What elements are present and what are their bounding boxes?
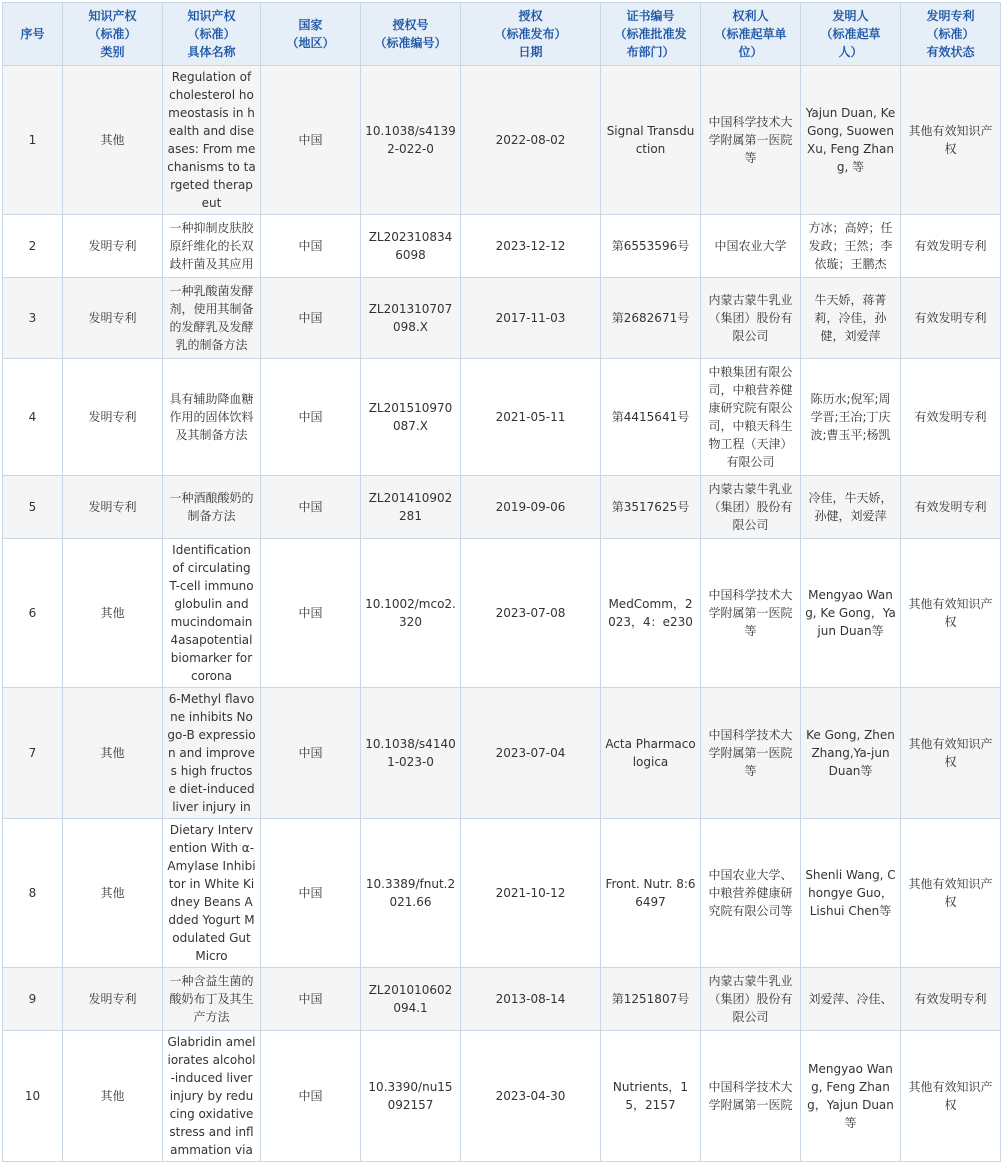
column-header-grant-date: [461, 3, 601, 66]
cell-category: 发明专利: [63, 476, 163, 539]
cell-status: 其他有效知识产权: [901, 66, 1001, 215]
cell-inventor: Ke Gong, Zhen Zhang,Ya-jun Duan等: [801, 688, 901, 819]
cell-category: 发明专利: [63, 278, 163, 359]
table-row: [3, 278, 1001, 359]
table-row: [3, 476, 1001, 539]
column-header-line: （标准批准发: [614, 27, 687, 41]
column-header-name: [163, 3, 261, 66]
cell-status: 有效发明专利: [901, 278, 1001, 359]
column-header-line: 知识产权: [88, 9, 137, 23]
cell-status: 其他有效知识产权: [901, 819, 1001, 968]
cell-index: 5: [3, 476, 63, 539]
cell-inventor: Mengyao Wang, Feng Zhang，Yajun Duan等: [801, 1031, 901, 1162]
cell-index: 4: [3, 359, 63, 476]
cell-index: 3: [3, 278, 63, 359]
column-header-line: （标准起草: [820, 27, 881, 41]
cell-rights-holder: 中国科学技术大学附属第一医院等: [701, 66, 801, 215]
column-header-line: 证书编号: [626, 9, 675, 23]
cell-category: 其他: [63, 1031, 163, 1162]
column-header-line: 人）: [838, 45, 863, 59]
table-row: [3, 819, 1001, 968]
cell-rights-holder: 中国农业大学、中粮营养健康研究院有限公司等: [701, 819, 801, 968]
cell-status: 有效发明专利: [901, 359, 1001, 476]
cell-grant-no: 10.3390/nu15092157: [361, 1031, 461, 1162]
cell-inventor: 方冰；高婷；任发政；王然；李依璇；王鹏杰: [801, 215, 901, 278]
table-row: [3, 66, 1001, 215]
column-header-line: 发明人: [832, 9, 869, 23]
header-row: [3, 3, 1001, 66]
cell-grant-no: ZL201310707098.X: [361, 278, 461, 359]
column-header-line: 类别: [100, 45, 125, 59]
cell-country: 中国: [261, 66, 361, 215]
cell-country: 中国: [261, 688, 361, 819]
cell-certificate-no: Nutrients，15，2157: [601, 1031, 701, 1162]
column-header-line: 具体名称: [187, 45, 236, 59]
cell-inventor: Mengyao Wang, Ke Gong，Yajun Duan等: [801, 539, 901, 688]
table-row: [3, 968, 1001, 1031]
column-header-line: 授权号: [392, 18, 429, 32]
cell-rights-holder: 中粮集团有限公司，中粮营养健康研究院有限公司，中粮天科生物工程（天津）有限公司: [701, 359, 801, 476]
cell-certificate-no: 第4415641号: [601, 359, 701, 476]
cell-grant-date: 2017-11-03: [461, 278, 601, 359]
column-header-line: 有效状态: [926, 45, 975, 59]
cell-inventor: 陈历水;倪军;周学晋;王冶;丁庆波;曹玉平;杨凯: [801, 359, 901, 476]
cell-grant-no: ZL201010602094.1: [361, 968, 461, 1031]
cell-grant-date: 2013-08-14: [461, 968, 601, 1031]
column-header-line: 国家: [298, 18, 323, 32]
cell-country: 中国: [261, 476, 361, 539]
cell-rights-holder: 内蒙古蒙牛乳业（集团）股份有限公司: [701, 278, 801, 359]
column-header-certificate-no: [601, 3, 701, 66]
cell-country: 中国: [261, 278, 361, 359]
table-header: [3, 3, 1001, 66]
column-header-rights-holder: [701, 3, 801, 66]
cell-certificate-no: Front. Nutr. 8:66497: [601, 819, 701, 968]
cell-index: 6: [3, 539, 63, 688]
cell-certificate-no: Signal Transduction: [601, 66, 701, 215]
cell-grant-no: 10.1038/s41401-023-0: [361, 688, 461, 819]
column-header-line: （标准起草单: [714, 27, 787, 41]
cell-name: 一种乳酸菌发酵剂，使用其制备的发酵乳及发酵乳的制备方法: [163, 278, 261, 359]
cell-country: 中国: [261, 968, 361, 1031]
cell-category: 其他: [63, 539, 163, 688]
cell-status: 其他有效知识产权: [901, 539, 1001, 688]
table-body: [3, 66, 1001, 1162]
cell-certificate-no: Acta Pharmacologica: [601, 688, 701, 819]
cell-grant-date: 2023-07-04: [461, 688, 601, 819]
cell-name: Regulation of cholesterol homeostasis in health and diseases: From mechanisms to targeted therapeut: [163, 66, 261, 215]
cell-index: 7: [3, 688, 63, 819]
column-header-status: [901, 3, 1001, 66]
column-header-line: （标准）: [926, 27, 975, 41]
table-row: [3, 539, 1001, 688]
cell-inventor: 刘爱萍、冷佳、: [801, 968, 901, 1031]
column-header-category: [63, 3, 163, 66]
cell-grant-date: 2022-08-02: [461, 66, 601, 215]
cell-grant-date: 2021-10-12: [461, 819, 601, 968]
column-header-index: [3, 3, 63, 66]
cell-grant-date: 2023-07-08: [461, 539, 601, 688]
cell-rights-holder: 中国农业大学: [701, 215, 801, 278]
cell-grant-no: ZL201510970087.X: [361, 359, 461, 476]
column-header-line: （标准编号）: [374, 36, 447, 50]
cell-certificate-no: 第1251807号: [601, 968, 701, 1031]
cell-category: 发明专利: [63, 215, 163, 278]
cell-rights-holder: 中国科学技术大学附属第一医院等: [701, 539, 801, 688]
cell-category: 发明专利: [63, 359, 163, 476]
cell-status: 有效发明专利: [901, 968, 1001, 1031]
column-header-line: 序号: [20, 27, 45, 41]
cell-rights-holder: 中国科学技术大学附属第一医院: [701, 1031, 801, 1162]
cell-name: Dietary Intervention With α-Amylase Inhibitor in White Kidney Beans Added Yogurt Modulated Gut Micro: [163, 819, 261, 968]
column-header-grant-no: [361, 3, 461, 66]
cell-name: Identification of circulating T-cell immunoglobulin and mucindomain4asapotentialbiomarker for corona: [163, 539, 261, 688]
column-header-inventor: [801, 3, 901, 66]
cell-category: 其他: [63, 819, 163, 968]
cell-country: 中国: [261, 1031, 361, 1162]
cell-grant-no: 10.1038/s41392-022-0: [361, 66, 461, 215]
cell-rights-holder: 内蒙古蒙牛乳业（集团）股份有限公司: [701, 476, 801, 539]
cell-status: 有效发明专利: [901, 215, 1001, 278]
cell-country: 中国: [261, 215, 361, 278]
cell-grant-date: 2021-05-11: [461, 359, 601, 476]
cell-inventor: 冷佳，牛天娇，孙健，刘爱萍: [801, 476, 901, 539]
cell-grant-no: ZL201410902281: [361, 476, 461, 539]
cell-certificate-no: 第2682671号: [601, 278, 701, 359]
cell-country: 中国: [261, 819, 361, 968]
table-row: [3, 215, 1001, 278]
cell-status: 其他有效知识产权: [901, 688, 1001, 819]
column-header-line: （标准）: [187, 27, 236, 41]
cell-status: 其他有效知识产权: [901, 1031, 1001, 1162]
cell-category: 其他: [63, 688, 163, 819]
column-header-line: 知识产权: [187, 9, 236, 23]
cell-grant-date: 2023-04-30: [461, 1031, 601, 1162]
cell-category: 其他: [63, 66, 163, 215]
cell-rights-holder: 内蒙古蒙牛乳业（集团）股份有限公司: [701, 968, 801, 1031]
cell-grant-no: ZL2023108346098: [361, 215, 461, 278]
cell-name: 一种抑制皮肤胶原纤维化的长双歧杆菌及其应用: [163, 215, 261, 278]
cell-index: 10: [3, 1031, 63, 1162]
column-header-line: （标准）: [88, 27, 137, 41]
cell-status: 有效发明专利: [901, 476, 1001, 539]
cell-name: 一种酒酿酸奶的制备方法: [163, 476, 261, 539]
table-row: [3, 359, 1001, 476]
column-header-line: 日期: [518, 45, 543, 59]
cell-grant-no: 10.1002/mco2.320: [361, 539, 461, 688]
cell-certificate-no: 第6553596号: [601, 215, 701, 278]
cell-name: 具有辅助降血糖作用的固体饮料及其制备方法: [163, 359, 261, 476]
cell-name: 一种含益生菌的酸奶布丁及其生产方法: [163, 968, 261, 1031]
cell-grant-date: 2023-12-12: [461, 215, 601, 278]
table-row: [3, 1031, 1001, 1162]
cell-inventor: 牛天娇，蒋菁莉，冷佳，孙健，刘爱萍: [801, 278, 901, 359]
cell-index: 1: [3, 66, 63, 215]
column-header-line: 授权: [518, 9, 543, 23]
cell-country: 中国: [261, 539, 361, 688]
cell-certificate-no: MedComm，2023，4：e230: [601, 539, 701, 688]
cell-rights-holder: 中国科学技术大学附属第一医院等: [701, 688, 801, 819]
cell-certificate-no: 第3517625号: [601, 476, 701, 539]
cell-grant-date: 2019-09-06: [461, 476, 601, 539]
column-header-line: （标准发布）: [494, 27, 567, 41]
cell-name: Glabridin ameliorates alcohol-induced liver injury by reducing oxidative stress and inflammation via: [163, 1031, 261, 1162]
column-header-line: 布部门）: [626, 45, 675, 59]
cell-category: 发明专利: [63, 968, 163, 1031]
column-header-line: 权利人: [732, 9, 769, 23]
column-header-line: 位）: [738, 45, 763, 59]
cell-index: 2: [3, 215, 63, 278]
ip-table: [2, 2, 1001, 1162]
column-header-country: [261, 3, 361, 66]
cell-grant-no: 10.3389/fnut.2021.66: [361, 819, 461, 968]
cell-name: 6-Methyl flavone inhibits Nogo-B expression and improves high fructose diet-induced liver injury in: [163, 688, 261, 819]
table-row: [3, 688, 1001, 819]
cell-country: 中国: [261, 359, 361, 476]
cell-index: 9: [3, 968, 63, 1031]
cell-index: 8: [3, 819, 63, 968]
column-header-line: （地区）: [286, 36, 335, 50]
cell-inventor: Shenli Wang, Chongye Guo，Lishui Chen等: [801, 819, 901, 968]
column-header-line: 发明专利: [926, 9, 975, 23]
cell-inventor: Yajun Duan, Ke Gong, Suowen Xu, Feng Zhang, 等: [801, 66, 901, 215]
